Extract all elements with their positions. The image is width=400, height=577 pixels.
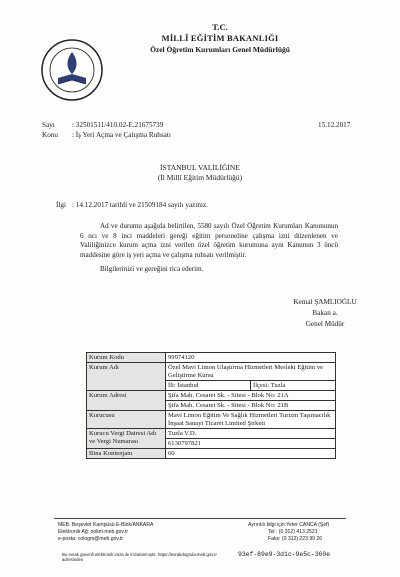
kurum-adi-label: Kurum Adı (87, 363, 166, 391)
table-row (87, 411, 336, 429)
ilgi-label: İlgi (56, 201, 66, 209)
konu-label: Konu (42, 131, 58, 139)
adres-2: Şifa Mah. Cesaret Sk. - Sitesi - Blok No: 21B (168, 401, 289, 409)
kurucusu-label: Kurucusu (87, 411, 166, 429)
kurum-kodu-value: 99974120 (166, 353, 336, 363)
adres-1: Şifa Mah. Cesaret Sk. - Sitesi - Blok No: 21A (168, 391, 289, 399)
kurum-adresi-label: Kurum Adresi (87, 391, 166, 411)
footer-contact: Ayrıntılı bilgi için:Yeter CANCA (Şef) (248, 522, 330, 528)
table-row (87, 429, 336, 449)
institution-info-table (86, 352, 336, 459)
kontenjan-value: 60 (166, 449, 336, 459)
signer-name: Kemal ŞAMLIOĞLU (293, 298, 357, 306)
sayi-label: Sayı (42, 121, 55, 129)
kurum-adi-value: Özel Mavi Limon Ulaştırma Hizmetleri Mesleki Eğitim ve Geliştirme Kursu (168, 363, 324, 379)
footer-tel: Tel : (0 312) 413 2521 (268, 529, 318, 535)
ilgi-value: : 14.12.2017 tarihli ve 21509184 sayılı yazınız. (72, 201, 208, 209)
signer-title-2: Genel Müdür (305, 320, 345, 328)
footer-address: MEB. Beşevler Kampüsü E-Blok/ANKARA (58, 522, 154, 528)
vergi-numarasi: 6130797821 (168, 439, 201, 447)
vergi-label: Kurucu Vergi Dairesi Adı ve Vergi Numarası (87, 429, 166, 449)
body-paragraph-1: Ad ve durumu aşağıda belirtilen, 5580 sayılı Özel Öğretim Kurumları Kanununun 6 ncı ve 8 inci maddeleri gereği eğitim personeline çalışma izni düzenlenen ve Valiliğinizce kurum açma izni verilen özel öğretim kurumuna aynı Kanunun 3 üncü maddesine göre iş yeri açma ve çalışma ruhsatı verilmiştir. (80, 222, 338, 259)
meb-logo-seal (40, 38, 104, 102)
table-row (87, 449, 336, 459)
letter-date: 15.12.2017 (318, 121, 351, 129)
addressee-line2: (İl Millî Eğitim Müdürlüğü) (157, 173, 243, 182)
signer-title-1: Bakan a. (312, 309, 338, 317)
il-value: İli: İstanbul (168, 381, 199, 389)
e-signature-note: Bu evrak güvenli elektronik imza ile imzalanmıştır. https://evrakdogrula.meb.gov.tr adresinden (62, 552, 217, 562)
sayi-value: : 32501511/410.02-E.21675739 (72, 121, 164, 129)
header-ministry: MİLLÎ EĞİTİM BAKANLIĞI (161, 33, 279, 43)
header-tc: T.C. (212, 22, 228, 32)
table-row (87, 363, 336, 391)
ilce-value: İlçesi: Tuzla (250, 381, 335, 390)
konu-value: : İş Yeri Açma ve Çalışma Ruhsatı (72, 131, 171, 139)
body-paragraph-2: Bilgilerinizi ve gereğini rica ederim. (100, 265, 204, 273)
vergi-dairesi: Tuzla V.D. (168, 429, 197, 437)
kurucusu-value: Mavi Limon Eğitim Ve Sağlık Hizmetleri Turizm Taşımacılık İnşaat Sanayi Ticaret Limited Şirketi (166, 411, 336, 429)
table-row (87, 353, 336, 363)
kurum-kodu-label: Kurum Kodu (87, 353, 166, 363)
footer-web[interactable]: Elektronik Ağ: ookm.meb.gov.tr (58, 529, 129, 535)
table-row (87, 391, 336, 411)
footer-fax: Faks: (0 312) 223 99 26 (268, 536, 323, 542)
header-department: Özel Öğretim Kurumları Genel Müdürlüğü (150, 45, 290, 54)
addressee-line1: İSTANBUL VALİLİĞİNE (160, 163, 240, 172)
footer-email[interactable]: e-posta: cologm@meb.gov.tr (58, 536, 124, 542)
kontenjan-label: Bina Kontenjanı (87, 449, 166, 459)
footer-divider (54, 518, 346, 519)
verification-code: 93ef-89e9-3d1c-9e5c-360e (238, 551, 331, 558)
